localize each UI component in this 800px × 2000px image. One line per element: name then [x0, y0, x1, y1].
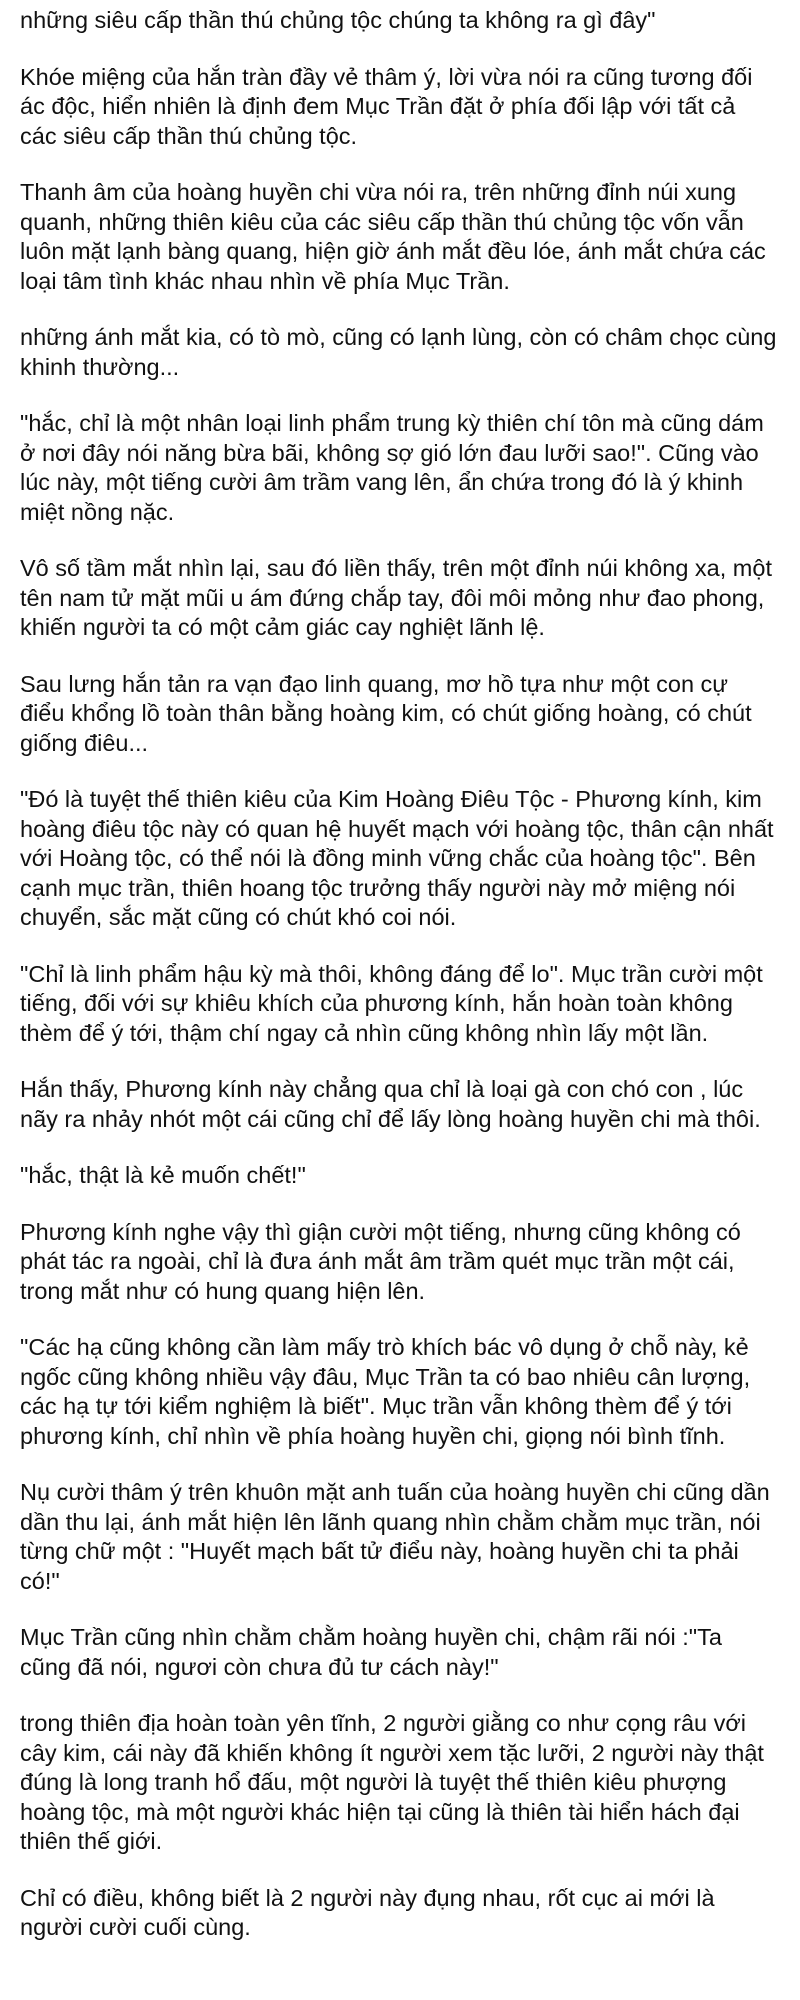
- paragraph: "Các hạ cũng không cần làm mấy trò khích bác vô dụng ở chỗ này, kẻ ngốc cũng không nhiều vậy đâu, Mục Trần ta có bao nhiêu cân lượng, các hạ tự tới kiểm nghiệm là biết". Mục trần vẫn không thèm để ý tới phương kính, chỉ nhìn về phía hoàng huyền chi, giọng nói bình tĩnh.: [20, 1334, 751, 1449]
- paragraph: Nụ cười thâm ý trên khuôn mặt anh tuấn của hoàng huyền chi cũng dần dần thu lại, ánh mắt hiện lên lãnh quang nhìn chằm chằm mục trần, nói từng chữ một : "Huyết mạch bất tử điểu này, hoàng huyền chi ta phải có!": [20, 1479, 770, 1594]
- paragraph: Vô số tầm mắt nhìn lại, sau đó liền thấy, trên một đỉnh núi không xa, một tên nam tử mặt mũi u ám đứng chắp tay, đôi môi mỏng như đao phong, khiến người ta có một cảm giác cay nghiệt lãnh lệ.: [20, 555, 772, 640]
- paragraph: Phương kính nghe vậy thì giận cười một tiếng, nhưng cũng không có phát tác ra ngoài, chỉ là đưa ánh mắt âm trầm quét mục trần một cái, trong mắt như có hung quang hiện lên.: [20, 1218, 741, 1304]
- paragraph: trong thiên địa hoàn toàn yên tĩnh, 2 người giằng co như cọng râu với cây kim, cái này đã khiến không ít người xem tặc lưỡi, 2 người này thật đúng là long tranh hổ đấu, một người là tuyệt thế thiên kiêu phượng hoàng tộc, mà một người khác hiện tại cũng là thiên tài hiển hách đại thiên thế giới.: [20, 1710, 764, 1854]
- paragraph: Hắn thấy, Phương kính này chẳng qua chỉ là loại gà con chó con , lúc nãy ra nhảy nhót một cái cũng chỉ để lấy lòng hoàng huyền chi mà thôi.: [20, 1076, 761, 1132]
- paragraph: những siêu cấp thần thú chủng tộc chúng ta không ra gì đây": [20, 7, 656, 33]
- paragraph: những ánh mắt kia, có tò mò, cũng có lạnh lùng, còn có châm chọc cùng khinh thường...: [20, 324, 777, 380]
- paragraph: Mục Trần cũng nhìn chằm chằm hoàng huyền chi, chậm rãi nói :"Ta cũng đã nói, ngươi còn chưa đủ tư cách này!": [20, 1624, 722, 1680]
- paragraph: "Đó là tuyệt thế thiên kiêu của Kim Hoàng Điêu Tộc - Phương kính, kim hoàng điêu tộc này có quan hệ huyết mạch với hoàng tộc, thân cận nhất với Hoàng tộc, có thể nói là đồng minh vững chắc của hoàng tộc". Bên cạnh mục trần, thiên hoang tộc trưởng thấy người này mở miệng nói chuyển, sắc mặt cũng có chút khó coi nói.: [20, 786, 774, 930]
- paragraph: "hắc, chỉ là một nhân loại linh phẩm trung kỳ thiên chí tôn mà cũng dám ở nơi đây nói năng bừa bãi, không sợ gió lớn đau lưỡi sao!". Cũng vào lúc này, một tiếng cười âm trầm vang lên, ẩn chứa trong đó là ý khinh miệt nồng nặc.: [20, 410, 764, 525]
- paragraph: Chỉ có điều, không biết là 2 người này đụng nhau, rốt cục ai mới là người cười cuối cùng.: [20, 1884, 715, 1940]
- paragraph: "hắc, thật là kẻ muốn chết!": [20, 1162, 306, 1188]
- paragraph: Sau lưng hắn tản ra vạn đạo linh quang, mơ hồ tựa như một con cự điểu khổng lồ toàn thân bằng hoàng kim, có chút giống hoàng, có chút giống điêu...: [20, 670, 752, 756]
- paragraph: Khóe miệng của hắn tràn đầy vẻ thâm ý, lời vừa nói ra cũng tương đối ác độc, hiển nhiên là định đem Mục Trần đặt ở phía đối lập với tất cả các siêu cấp thần thú chủng tộc.: [20, 63, 753, 149]
- paragraph: "Chỉ là linh phẩm hậu kỳ mà thôi, không đáng để lo". Mục trần cười một tiếng, đối với sự khiêu khích của phương kính, hắn hoàn toàn không thèm để ý tới, thậm chí ngay cả nhìn cũng không nhìn lấy một lần.: [20, 960, 763, 1046]
- paragraph: Thanh âm của hoàng huyền chi vừa nói ra, trên những đỉnh núi xung quanh, những thiên kiêu của các siêu cấp thần thú chủng tộc vốn vẫn luôn mặt lạnh bàng quang, hiện giờ ánh mắt đều lóe, ánh mắt chứa các loại tâm tình khác nhau nhìn về phía Mục Trần.: [20, 179, 766, 294]
